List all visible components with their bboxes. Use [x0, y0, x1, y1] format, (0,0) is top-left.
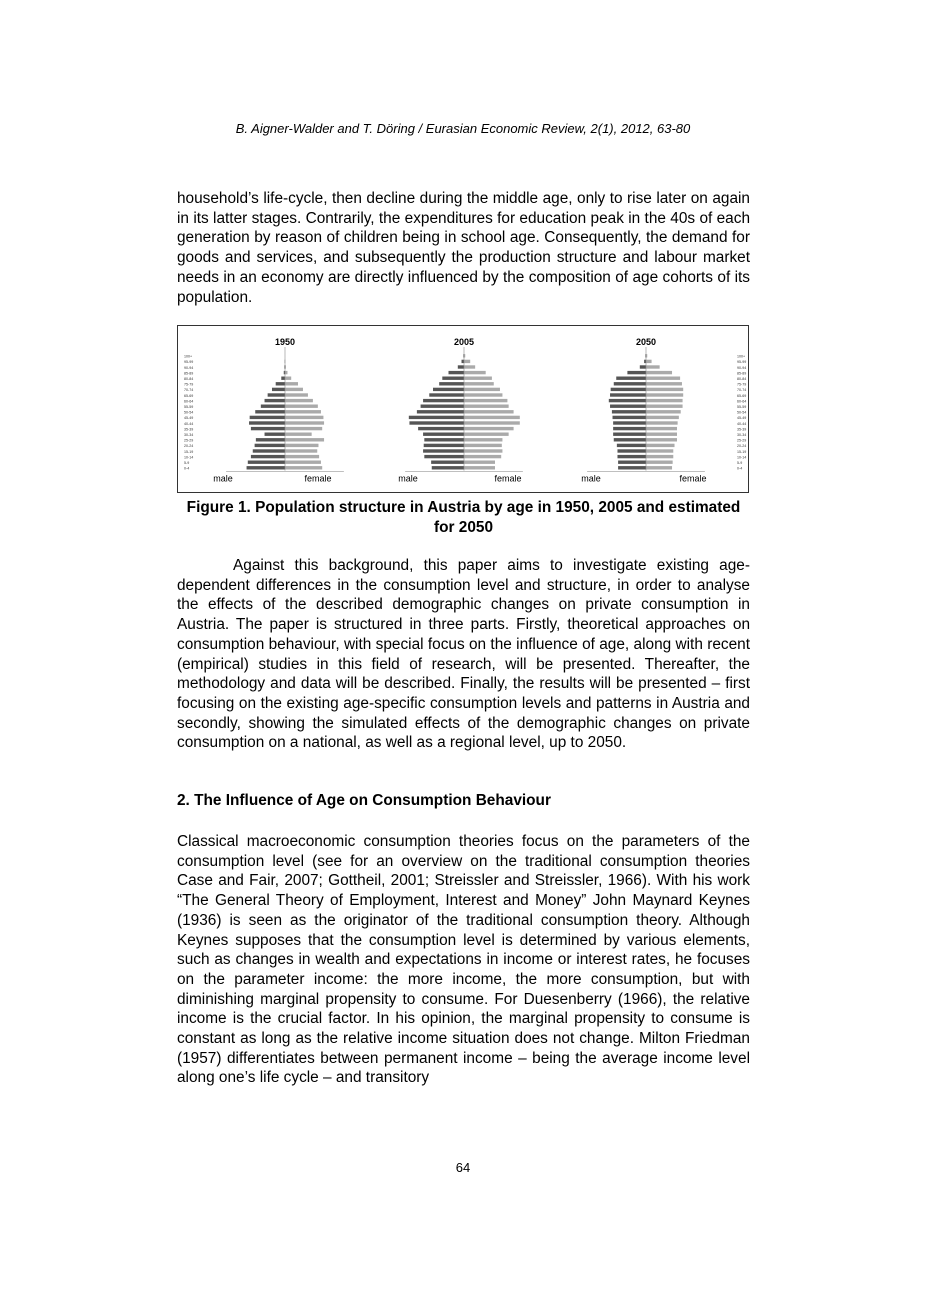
bar-male	[617, 455, 646, 458]
age-label-right: 50-54	[737, 410, 747, 415]
figure-population-pyramids	[177, 325, 749, 493]
male-label: male	[213, 473, 233, 484]
bar-female	[285, 405, 318, 408]
age-label-left: 40-44	[184, 421, 194, 426]
bar-female	[646, 365, 660, 368]
male-label: male	[581, 473, 601, 484]
bar-female	[464, 388, 500, 391]
age-label-left: 20-24	[184, 444, 194, 449]
bar-male	[256, 438, 285, 441]
bar-female	[646, 405, 683, 408]
bar-male	[250, 416, 285, 419]
age-label-right: 100+	[737, 354, 746, 359]
bar-female	[464, 466, 495, 469]
pyramid-title: 1950	[274, 337, 296, 347]
bar-female	[464, 461, 495, 464]
age-label-right: 60-64	[737, 399, 747, 404]
age-label-left: 65-69	[184, 393, 194, 398]
female-label: female	[494, 473, 522, 484]
age-label-right: 95-99	[737, 360, 747, 365]
age-label-left: 10-14	[184, 455, 194, 460]
age-label-left: 15-19	[184, 449, 194, 454]
age-label-left: 5-9	[184, 461, 190, 465]
bar-female	[646, 438, 677, 441]
age-label-right: 75-79	[737, 382, 747, 387]
age-label-left: 100+	[184, 354, 193, 359]
female-label: female	[679, 473, 707, 484]
bar-male	[423, 449, 464, 452]
age-label-right: 20-24	[737, 444, 747, 449]
bar-female	[464, 449, 502, 452]
age-label-right: 0-4	[737, 466, 743, 471]
bar-female	[285, 461, 321, 464]
body-paragraph-3: Classical macroeconomic consumption theories focus on the parameters of the consumption level (see for an overview on the traditional consumption theories Case and Fair, 2007; Gottheil, 2001; Streissler and Streissler, 1966). With his work “The General Theory of Employment, Interest and Money” John Maynard Keynes (1936) is seen as the originator of the traditional consumption theory. Although Keynes supposes that the consumption level is determined by various elements, such as changes in wealth and expectations in income or interest rates, he focuses on the parameter income: the more income, the more consumption, but with diminishing marginal propensity to consume. For Duesenberry (1966), the relative income is the crucial factor. In his opinion, the marginal propensity to consume is constant as long as the relative income situation does not change. Milton Friedman (1957) differentiates between permanent income – being the average income level along one’s life cycle – and transitory	[177, 833, 750, 1087]
bar-female	[464, 365, 475, 368]
bar-female	[646, 433, 677, 436]
bar-male	[248, 461, 285, 464]
bar-female	[285, 388, 303, 391]
bar-male	[409, 421, 464, 424]
bar-male	[609, 399, 646, 402]
age-label-right: 65-69	[737, 393, 747, 398]
age-label-right: 80-84	[737, 377, 747, 381]
bar-male	[431, 461, 464, 464]
bar-male	[261, 405, 285, 408]
bar-female	[285, 433, 312, 436]
age-label-left: 0-4	[184, 466, 190, 471]
bar-female	[464, 371, 486, 374]
bar-male	[424, 438, 464, 441]
bar-female	[464, 377, 492, 380]
age-label-right: 35-39	[737, 427, 747, 432]
age-label-right: 90-94	[737, 365, 747, 370]
bar-female	[646, 416, 679, 419]
section-heading: 2. The Influence of Age on Consumption Behaviour	[177, 792, 551, 809]
bar-male	[423, 399, 464, 402]
bar-male	[249, 421, 285, 424]
bar-male	[429, 393, 464, 396]
bar-male	[613, 433, 646, 436]
bar-male	[253, 449, 285, 452]
bar-female	[646, 393, 683, 396]
bar-female	[464, 410, 514, 413]
bar-male	[611, 388, 646, 391]
bar-female	[285, 393, 308, 396]
age-label-right: 10-14	[737, 455, 747, 460]
male-label: male	[398, 473, 418, 484]
pyramid-title: 2050	[635, 337, 657, 347]
age-label-left: 95-99	[184, 360, 194, 365]
bar-male	[618, 466, 646, 469]
bar-male	[462, 360, 464, 363]
bar-female	[464, 393, 502, 396]
bar-female	[646, 461, 673, 464]
bar-male	[618, 461, 646, 464]
bar-male	[409, 416, 464, 419]
bar-female	[464, 455, 501, 458]
bar-male	[433, 388, 464, 391]
bar-female	[646, 388, 683, 391]
bar-female	[646, 466, 672, 469]
page-number: 64	[455, 1160, 471, 1175]
bar-female	[464, 438, 502, 441]
bar-male	[617, 444, 646, 447]
bar-male	[613, 427, 646, 430]
bar-female	[285, 416, 323, 419]
female-label: female	[304, 473, 332, 484]
bar-male	[627, 371, 646, 374]
bar-male	[247, 466, 285, 469]
bar-male	[421, 405, 464, 408]
bar-female	[646, 449, 673, 452]
bar-female	[285, 399, 313, 402]
age-label-right: 30-34	[737, 433, 747, 437]
age-label-left: 50-54	[184, 410, 194, 415]
bar-male	[272, 388, 285, 391]
bar-female	[646, 399, 683, 402]
bar-male	[276, 382, 285, 385]
bar-female	[646, 427, 677, 430]
bar-male	[449, 371, 465, 374]
age-label-left: 85-89	[184, 371, 194, 376]
age-label-left: 70-74	[184, 388, 194, 393]
bar-male	[614, 438, 646, 441]
age-label-left: 30-34	[184, 433, 194, 437]
bar-female	[464, 399, 507, 402]
bar-female	[285, 455, 319, 458]
age-label-right: 55-59	[737, 405, 747, 409]
bar-female	[285, 410, 321, 413]
bar-female	[646, 410, 681, 413]
bar-female	[285, 466, 322, 469]
figure-caption: Figure 1. Population structure in Austria by age in 1950, 2005 and estimated for 2050	[186, 499, 741, 536]
bar-female	[464, 405, 509, 408]
pyramid-chart	[178, 326, 748, 492]
bar-female	[285, 377, 291, 380]
bar-male	[439, 382, 464, 385]
bar-female	[646, 360, 652, 363]
age-label-right: 40-44	[737, 421, 747, 426]
age-label-right: 15-19	[737, 449, 747, 454]
bar-male	[424, 455, 464, 458]
bar-male	[640, 365, 646, 368]
age-label-left: 60-64	[184, 399, 194, 404]
pyramid-title: 2005	[453, 337, 475, 347]
bar-female	[464, 433, 509, 436]
bar-male	[612, 410, 646, 413]
bar-male	[255, 444, 285, 447]
bar-male	[610, 393, 646, 396]
bar-female	[285, 427, 322, 430]
bar-male	[617, 449, 646, 452]
bar-female	[285, 382, 298, 385]
bar-male	[268, 393, 285, 396]
bar-female	[285, 421, 324, 424]
bar-male	[281, 377, 285, 380]
bar-female	[464, 382, 494, 385]
body-paragraph-1: household’s life-cycle, then decline during the middle age, only to rise later on again in its latter stages. Contrarily, the expenditures for education peak in the 40s of each generation by reason of children being in school age. Consequently, the demand for goods and services, and subsequently the production structure and labour market needs in an economy are directly influenced by the composition of age cohorts of its population.	[177, 190, 750, 306]
bar-male	[255, 410, 285, 413]
bar-female	[464, 427, 514, 430]
age-label-left: 35-39	[184, 427, 194, 432]
bar-female	[464, 360, 470, 363]
age-label-left: 90-94	[184, 365, 194, 370]
bar-male	[417, 410, 464, 413]
bar-male	[442, 377, 464, 380]
bar-male	[424, 444, 464, 447]
age-label-right: 85-89	[737, 371, 747, 376]
bar-female	[285, 449, 317, 452]
age-label-right: 5-9	[737, 461, 743, 465]
bar-male	[613, 416, 646, 419]
bar-male	[432, 466, 464, 469]
bar-male	[265, 433, 285, 436]
running-head: B. Aigner-Walder and T. Döring / Eurasian Economic Review, 2(1), 2012, 63-80	[235, 121, 691, 136]
bar-male	[251, 455, 285, 458]
bar-female	[646, 377, 680, 380]
bar-female	[646, 444, 675, 447]
bar-female	[464, 444, 502, 447]
bar-female	[646, 455, 673, 458]
bar-female	[464, 416, 520, 419]
bar-male	[418, 427, 464, 430]
bar-male	[614, 382, 646, 385]
age-label-left: 25-29	[184, 438, 194, 443]
age-label-right: 45-49	[737, 416, 747, 421]
bar-male	[265, 399, 285, 402]
age-label-left: 55-59	[184, 405, 194, 409]
age-label-right: 70-74	[737, 388, 747, 393]
bar-female	[646, 382, 682, 385]
bar-female	[464, 421, 520, 424]
bar-female	[646, 421, 678, 424]
bar-male	[458, 365, 464, 368]
bar-male	[423, 433, 464, 436]
age-label-right: 25-29	[737, 438, 747, 443]
age-label-left: 45-49	[184, 416, 194, 421]
bar-female	[646, 371, 672, 374]
bar-female	[285, 371, 287, 374]
body-paragraph-2: Against this background, this paper aims to investigate existing age-dependent differences in the consumption level and structure, in order to analyse the effects of the described demographic changes on private consumption in Austria. The paper is structured in three parts. Firstly, theoretical approaches on consumption behaviour, with special focus on the influence of age, along with recent (empirical) studies in this field of research, will be presented. Thereafter, the methodology and data will be described. Finally, the results will be presented – first focusing on the existing age-specific consumption levels and patterns in Austria and secondly, showing the simulated effects of the demographic changes on private consumption on a national, as well as a regional level, up to 2050.	[177, 557, 750, 752]
bar-male	[610, 405, 646, 408]
bar-female	[285, 444, 318, 447]
bar-male	[616, 377, 646, 380]
bar-male	[251, 427, 285, 430]
bar-female	[285, 438, 324, 441]
age-label-left: 75-79	[184, 382, 194, 387]
age-label-left: 80-84	[184, 377, 194, 381]
bar-male	[613, 421, 646, 424]
